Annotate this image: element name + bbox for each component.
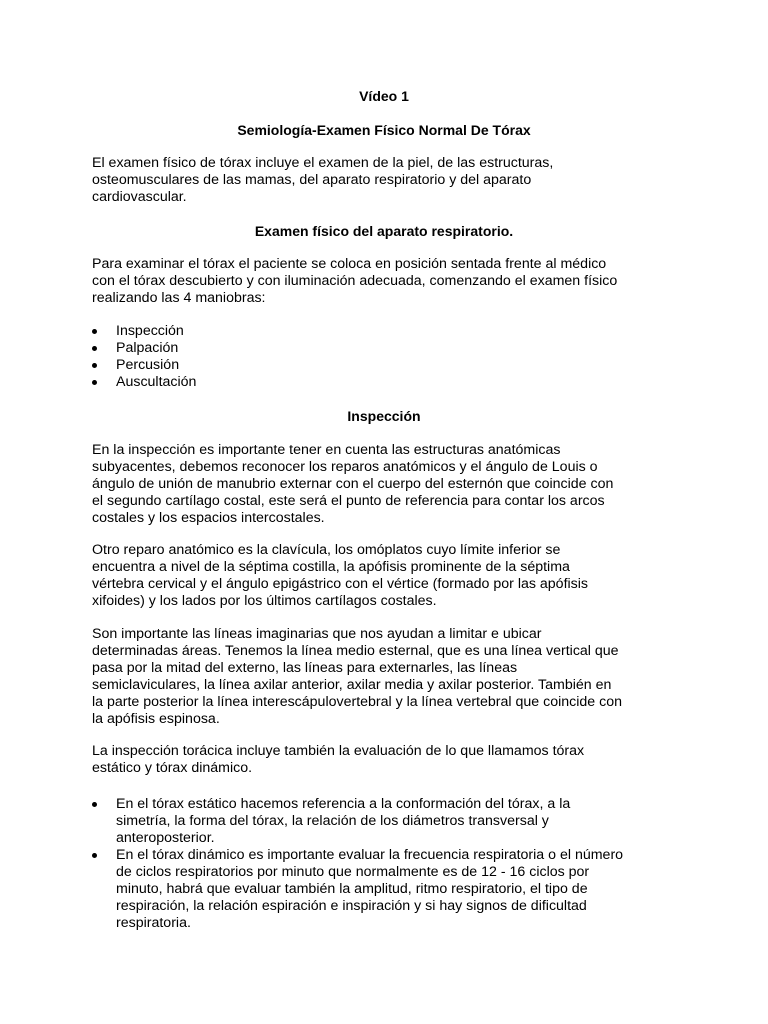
- maneuvers-list: [90, 323, 196, 391]
- thorax-points-list: [90, 796, 623, 932]
- list-item: [90, 357, 196, 374]
- list-item: [90, 323, 196, 340]
- inspection-paragraph-1: En la inspección es importante tener en cuenta las estructuras anatómicas subyacentes, debemos reconocer los reparos anatómicos y el ángulo de Louis o ángulo de unión de manubrio externar con el cuerpo del esternón que coincide con el segundo cartílago costal, este será el punto de referencia para contar los arcos costales y los espacios intercostales.: [92, 442, 614, 526]
- list-item-text: En el tórax estático hacemos referencia a la conformación del tórax, a la simetría, la forma del tórax, la relación de los diámetros transversal y anteroposterior.: [116, 796, 571, 846]
- list-item-text: En el tórax dinámico es importante evaluar la frecuencia respiratoria o el número de ciclos respiratorios por minuto que normalmente es de 12 - 16 ciclos por minuto, habrá que evaluar también la amplitud, ritmo respiratorio, el tipo de respiración, la relación espiración e inspiración y si hay signos de dificultad respiratoria.: [116, 847, 624, 931]
- bullet-icon: [92, 346, 97, 351]
- section-heading-inspection: Inspección: [347, 408, 421, 424]
- inspection-paragraph-3: Son importante las líneas imaginarias que nos ayudan a limitar e ubicar determinadas áreas. Tenemos la línea medio esternal, que es una línea vertical que pasa por la mitad del externo, las líneas para externarles, las líneas semiclaviculares, la línea axilar anterior, axilar media y axilar posterior. También en la parte posterior la línea interescápulovertebral y la línea vertebral que coincide con la apófisis espinosa.: [92, 626, 622, 727]
- bullet-icon: [92, 802, 97, 807]
- list-item: [90, 796, 623, 847]
- bullet-icon: [92, 329, 97, 334]
- document-subtitle: Semiología-Examen Físico Normal De Tórax: [237, 122, 531, 138]
- list-item: [90, 340, 196, 357]
- section-heading-respiratory-exam: Examen físico del aparato respiratorio.: [254, 223, 514, 239]
- inspection-paragraph-2: Otro reparo anatómico es la clavícula, los omóplatos cuyo límite inferior se encuentra a nivel de la séptima costilla, la apófisis prominente de la séptima vértebra cervical y el ángulo epigástrico con el vértice (formado por las apófisis xifoides) y los lados por los últimos cartílagos costales.: [92, 542, 589, 609]
- bullet-icon: [92, 380, 97, 385]
- list-item-text: Inspección: [116, 323, 184, 339]
- inspection-paragraph-4: La inspección torácica incluye también la evaluación de lo que llamamos tórax estático y tórax dinámico.: [92, 743, 585, 776]
- respiratory-exam-paragraph: Para examinar el tórax el paciente se coloca en posición sentada frente al médico con el tórax descubierto y con iluminación adecuada, comenzando el examen físico realizando las 4 maniobras:: [92, 256, 618, 306]
- list-item-text: Auscultación: [116, 374, 197, 390]
- bullet-icon: [92, 363, 97, 368]
- list-item: [90, 374, 196, 391]
- list-item-text: Palpación: [116, 340, 179, 356]
- intro-paragraph: El examen físico de tórax incluye el examen de la piel, de las estructuras, osteomusculares de las mamas, del aparato respiratorio y del aparato cardiovascular.: [92, 155, 554, 205]
- document-title: Vídeo 1: [359, 88, 409, 104]
- list-item-text: Percusión: [116, 357, 180, 373]
- bullet-icon: [92, 853, 97, 858]
- list-item: [90, 847, 623, 932]
